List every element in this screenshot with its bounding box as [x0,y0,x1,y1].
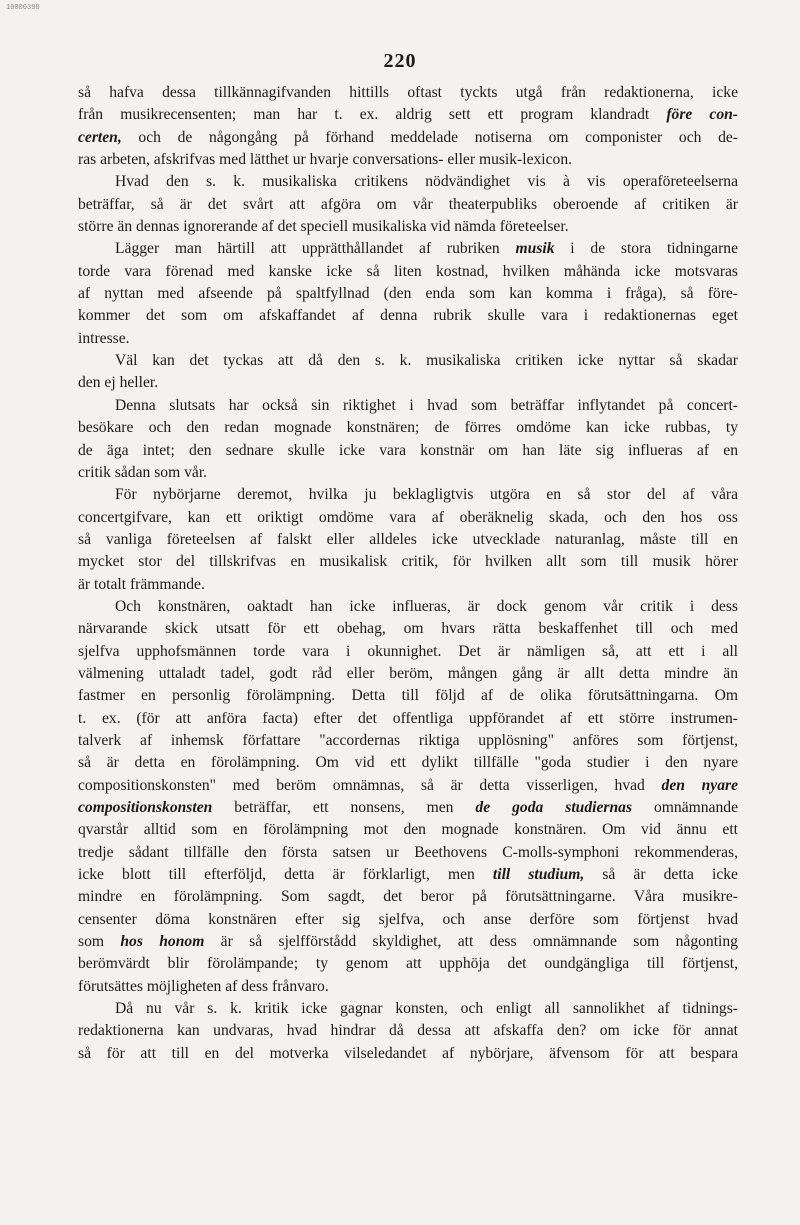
text-line: af nyttan med afseende på spaltfyllnad (den enda som kan komma i fråga), så före- [78,285,738,303]
text-line: besökare och den redan mognade konstnären; de förres omdöme kan icke rubbas, ty [78,419,738,437]
text-line: berömvärdt blir förolämpande; ty genom att upphöja det oundgängliga till förtjenst, [78,955,738,973]
text-line: certen, och de någongång på förhand meddelade notiserna om componister och de- [78,128,738,146]
text-line: så hafva dessa tillkännagifvanden hittills oftast tyckts utgå från redaktionerna, icke [78,84,738,101]
text-line: icke blott till efterföljd, detta är förklarligt, men till studium, så är detta icke [78,866,738,884]
text-line: redaktionerna kan undvaras, hvad hindrar då dessa att afskaffa den? om icke för annat [78,1022,738,1040]
text-line: välmening uttaladt tadel, godt råd eller beröm, mången gång är allt detta mindre än [78,664,738,682]
text-line: mycket stor del tillskrifvas en musikalisk critik, för hvilken allt som till musik hörer [78,553,738,571]
scan-stamp: 10000398 [6,4,40,12]
text-line: För nybörjarne deremot, hvilka ju beklagligtvis utgöra en så stor del af våra [115,486,738,504]
text-line: Hvad den s. k. musikaliska critikens nödvändighet vis à vis operaföreteelserna [115,173,738,191]
text-line: så är detta en förolämpning. Om vid ett dylikt tillfälle "goda studier i den nyare [78,754,738,772]
text-line: Väl kan det tyckas att då den s. k. musikaliska critiken icke nyttar så skadar [115,352,738,370]
text-line: talverk af inhemsk författare "accordernas riktiga upplösning" anföres som förtjenst, [78,731,738,749]
body-text [78,82,738,1065]
text-line: intresse. [78,329,130,347]
text-line: Denna slutsats har också sin riktighet i hvad som beträffar inflytandet på concert- [115,396,738,414]
text-line: är totalt främmande. [78,575,205,593]
text-line: t. ex. (för att anföra facta) efter det offentliga uppförandet af ett större instrumen- [78,709,738,727]
text-line: ras arbeten, afskrifvas med lätthet ur hvarje conversations- eller musik-lexicon. [78,151,573,169]
text-line: beträffar, så är det svårt att afgöra om vår theaterpubliks oberoende af critiken är [78,195,738,213]
text-line: concertgifvare, kan ett oriktigt omdöme vara af oberäknelig skada, och den hos oss [78,508,738,526]
text-line: Och konstnären, oaktadt han icke influeras, är dock genom vår critik i dess [115,597,738,615]
text-line: från musikrecensenten; man har t. ex. aldrig sett ett program klandradt före con- [78,106,739,124]
text-line: så vanliga företeelsen af falskt eller alldeles icke utvecklade naturanlag, måste till en [78,530,738,548]
emphasis-text: den nyare [661,776,739,794]
emphasis-text: hos honom [120,933,205,951]
emphasis-text: de goda studiernas [475,799,633,816]
text-line: censenter döma konstnären efter sig sjelfva, och anse derföre som förtjenst hvad [78,910,738,928]
text-line: torde vara förenad med kanske icke så liten kostnad, hvilken måhända icke motsvaras [78,262,738,280]
emphasis-text: till studium, [492,866,585,884]
text-line: närvarande skick utsatt för ett obehag, om hvars rätta beskaffenhet till och med [78,620,738,638]
text-line: Då nu vår s. k. kritik icke gagnar konsten, och enligt all sannolikhet af tidnings- [115,1000,738,1018]
emphasis-text: compositionskonsten [78,799,213,816]
emphasis-text: certen, [78,128,122,146]
emphasis-text: musik [515,240,555,258]
text-line: mindre en förolämpning. Som sagdt, det beror på förutsättningarne. Våra musikre- [78,888,738,906]
text-line: fastmer en personlig förolämpning. Detta till följd af de olika förutsättningarna. Om [78,687,738,705]
text-line: som hos honom är så sjelfförstådd skyldighet, att dess omnämnande som någonting [78,933,738,951]
text-line: kommer det som om afskaffandet af denna rubrik skulle vara i redaktionernas eget [78,307,738,325]
text-line: tredje sådant tillfälle den första satsen ur Beethovens C-molls-symphoni rekommenderas, [78,843,738,861]
text-line: compositionskonsten beträffar, ett nonsens, men de goda studiernas omnämnande [78,799,738,816]
text-line: de äga intet; den sednare skulle icke vara konstnär om han läte sig influeras af en [78,441,738,459]
page-number: 220 [383,50,417,72]
text-line: qvarstår alltid som en förolämpning mot den mognade konstnären. Om vid ännu ett [78,821,738,839]
text-line: Lägger man härtill att upprätthållandet af rubriken musik i de stora tidningarne [115,240,738,258]
text-line: större än dennas ignorerande af det speciell musikaliska vid nämda företeelser. [78,218,569,236]
text-line: så för att till en del motverka vilseledandet af nybörjare, äfvensom för att bespara [78,1044,738,1062]
text-line: förutsättes möjligheten af dess frånvaro. [78,977,329,995]
text-line: sjelfva upphofsmännen torde vara i okunnighet. Det är nämligen så, att ett i all [78,642,738,660]
text-line: compositionskonsten" med beröm omnämnas, så är detta visserligen, hvad den nyare [78,776,739,794]
text-line: critik sådan som vår. [78,463,208,481]
emphasis-text: före con- [666,106,739,124]
text-line: den ej heller. [78,374,159,392]
